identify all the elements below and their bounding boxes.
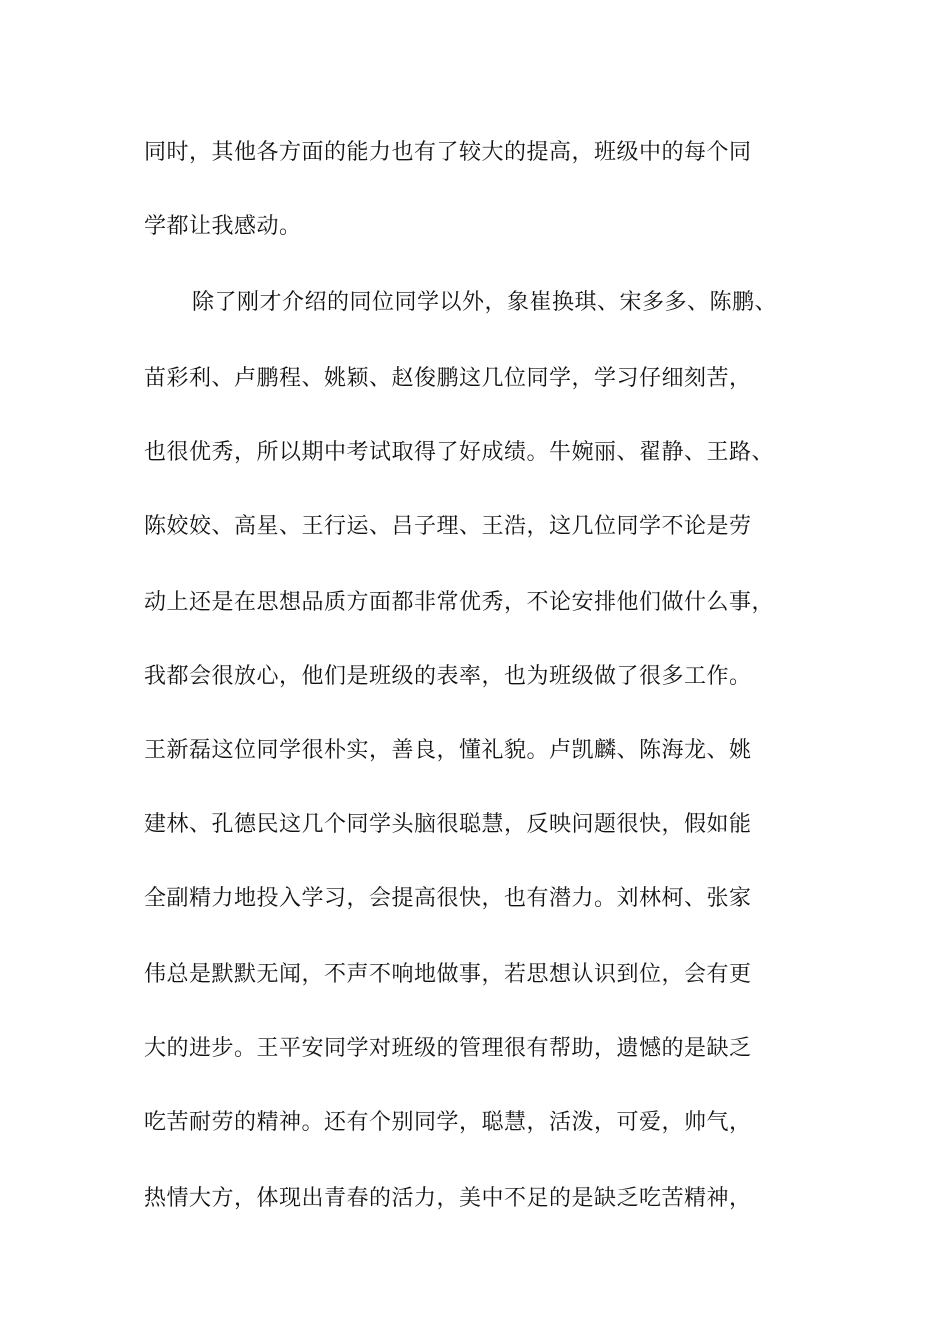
text-line: 伟总是默默无闻，不声不响地做事，若思想认识到位，会有更 xyxy=(144,962,752,987)
text-line: 大的进步。王平安同学对班级的管理很有帮助，遗憾的是缺乏 xyxy=(144,1036,752,1061)
text-line: 苗彩利、卢鹏程、姚颖、赵俊鹏这几位同学，学习仔细刻苦， xyxy=(144,366,752,391)
text-line: 同时，其他各方面的能力也有了较大的提高，班级中的每个同 xyxy=(144,140,752,165)
text-line: 热情大方，体现出青春的活力，美中不足的是缺乏吃苦精神， xyxy=(144,1186,752,1211)
text-line: 学都让我感动。 xyxy=(144,214,302,239)
text-line: 王新磊这位同学很朴实，善良，懂礼貌。卢凯麟、陈海龙、姚 xyxy=(144,738,752,763)
text-line: 也很优秀，所以期中考试取得了好成绩。牛婉丽、翟静、王路、 xyxy=(144,440,775,465)
text-line: 陈姣姣、高星、王行运、吕子理、王浩，这几位同学不论是劳 xyxy=(144,514,752,539)
text-line: 全副精力地投入学习，会提高很快，也有潜力。刘林柯、张家 xyxy=(144,886,752,911)
text-line: 动上还是在思想品质方面都非常优秀，不论安排他们做什么事， xyxy=(144,590,775,615)
text-line: 我都会很放心，他们是班级的表率，也为班级做了很多工作。 xyxy=(144,664,752,689)
text-line: 建林、孔德民这几个同学头脑很聪慧，反映问题很快，假如能 xyxy=(144,812,752,837)
text-line: 除了刚才介绍的同位同学以外，象崔换琪、宋多多、陈鹏、 xyxy=(192,290,778,315)
text-line: 吃苦耐劳的精神。还有个别同学，聪慧，活泼，可爱，帅气， xyxy=(144,1110,752,1135)
